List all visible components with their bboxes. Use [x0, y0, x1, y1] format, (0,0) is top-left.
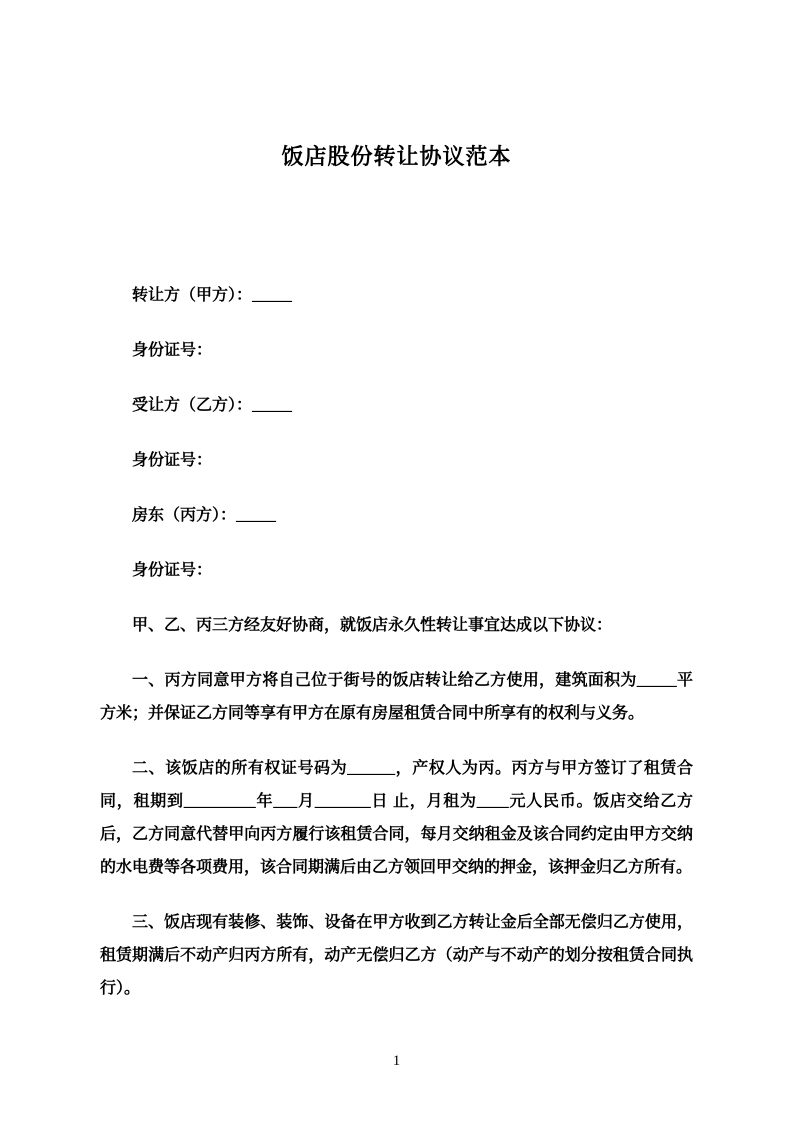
- paragraph: 房东（丙方）：_____: [132, 507, 277, 524]
- page-number: 1: [392, 1053, 401, 1069]
- paragraph: 二、该饭店的所有权证号码为______，产权人为丙。丙方与甲方签订了租赁合同，租期到_________年___月_______日 止，月租为____元人民币。饭店交给乙方后，乙方同意代替甲向丙方履行该租赁合同，每月交纳租金及该合同约定由甲方交纳的水电费等各项费用，该合同期满后由乙方领回甲交纳的押金，该押金归乙方所有。: [100, 760, 693, 876]
- paragraph: 一、丙方同意甲方将自己位于街号的饭店转让给乙方使用，建筑面积为_____平方米；并保证乙方同等享有甲方在原有房屋租赁合同中所享有的权利与义务。: [100, 672, 693, 722]
- paragraph: 身份证号：: [132, 452, 213, 469]
- paragraph: 受让方（乙方）：_____: [132, 397, 293, 414]
- paragraph: 身份证号：: [132, 562, 213, 579]
- document-title: 饭店股份转让协议范本: [281, 144, 512, 169]
- paragraph: 甲、乙、丙三方经友好协商，就饭店永久性转让事宜达成以下协议：: [132, 617, 613, 634]
- paragraph: 身份证号：: [132, 342, 213, 359]
- paragraph: 三、饭店现有装修、装饰、设备在甲方收到乙方转让金后全部无偿归乙方使用，租赁期满后不动产归丙方所有，动产无偿归乙方（动产与不动产的划分按租赁合同执行）。: [100, 914, 693, 997]
- document-body: [100, 279, 693, 1005]
- paragraph: 转让方（甲方）：_____: [132, 287, 293, 304]
